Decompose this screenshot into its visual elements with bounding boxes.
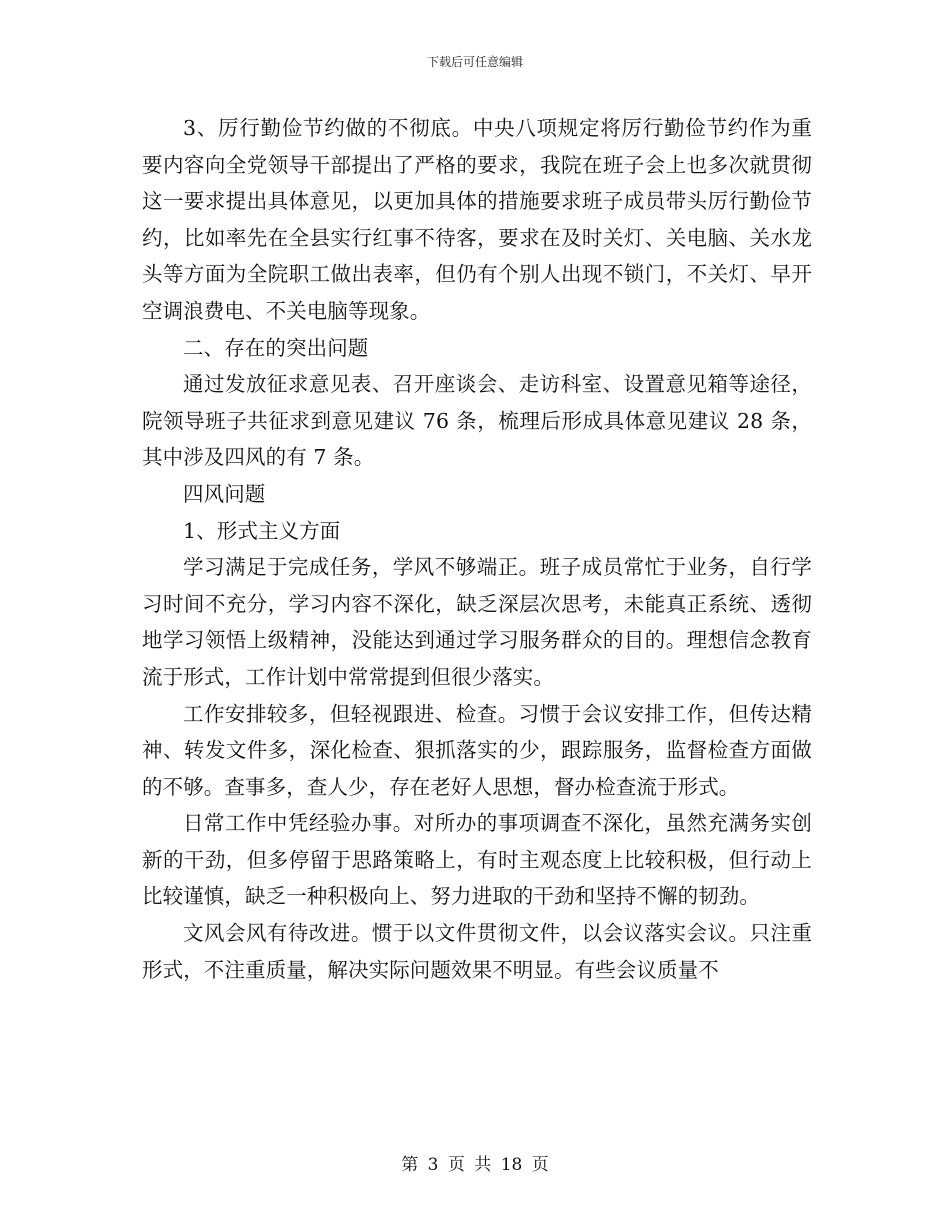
page-number-footer: 第 3 页 共 18 页: [401, 1155, 549, 1175]
document-body: [142, 110, 812, 988]
paragraph-frugality-issue: 3、厉行勤俭节约做的不彻底。中央八项规定将厉行勤俭节约作为重要内容向全党领导干部提出了严格的要求，我院在班子会上也多次就贯彻这一要求提出具体意见，以更加具体的措施要求班子成员带头厉行勤俭节约，比如率先在全县实行红事不待客，要求在及时关灯、关电脑、关水龙头等方面为全院职工做出表率，但仍有个别人出现不锁门，不关灯、早开空调浪费电、不关电脑等现象。: [142, 116, 812, 323]
subheading-formalism: 1、形式主义方面: [183, 518, 341, 543]
section-heading-prominent-problems: 二、存在的突出问题: [183, 335, 369, 360]
paragraph-writing-meeting-style: 文风会风有待改进。惯于以文件贯彻文件，以会议落实会议。只注重形式，不注重质量，解决实际问题效果不明显。有些会议质量不: [142, 921, 812, 982]
page-header: 下载后可任意编辑: [426, 55, 523, 69]
paragraph-feedback-collection: 通过发放征求意见表、召开座谈会、走访科室、设置意见箱等途径，院领导班子共征求到意见建议 76 条，梳理后形成具体意见建议 28 条，其中涉及四风的有 7 条。: [142, 372, 812, 470]
subheading-four-winds: 四风问题: [183, 481, 266, 506]
paragraph-study-style: 学习满足于完成任务，学风不够端正。班子成员常忙于业务，自行学习时间不充分，学习内容不深化，缺乏深层次思考，未能真正系统、透彻地学习领悟上级精神，没能达到通过学习服务群众的目的。理想信念教育流于形式，工作计划中常常提到但很少落实。: [142, 555, 812, 689]
paragraph-work-follow-up: 工作安排较多，但轻视跟进、检查。习惯于会议安排工作，但传达精神、转发文件多，深化检查、狠抓落实的少，跟踪服务，监督检查方面做的不够。查事多，查人少，存在老好人思想，督办检查流于形式。: [142, 701, 812, 799]
paragraph-experience-based-work: 日常工作中凭经验办事。对所办的事项调查不深化，虽然充满务实创新的干劲，但多停留于思路策略上，有时主观态度上比较积极，但行动上比较谨慎，缺乏一种积极向上、努力进取的干劲和坚持不懈的韧劲。: [142, 811, 812, 909]
